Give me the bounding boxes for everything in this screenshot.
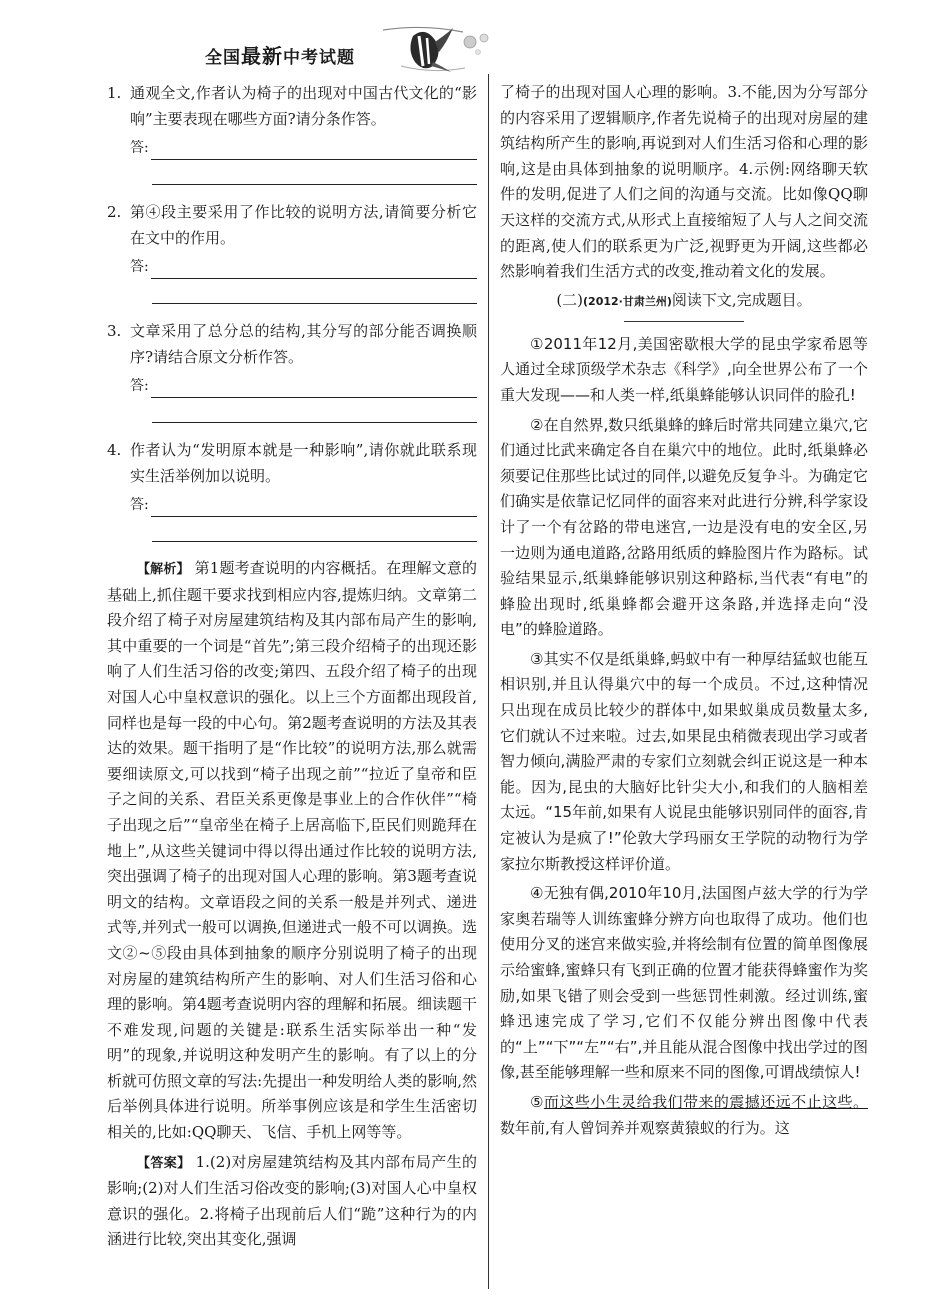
question-text: 作者认为“发明原本就是一种影响”,请你就此联系现实生活举例加以说明。 <box>130 441 477 485</box>
question-4 <box>107 437 477 542</box>
question-number: 2. <box>107 203 122 221</box>
question-number: 4. <box>107 441 122 459</box>
answer-area[interactable] <box>130 255 477 279</box>
section-instruction: 阅读下文,完成题目。 <box>671 290 812 309</box>
header-title-post: 中考试题 <box>283 48 355 68</box>
analysis-text: 第1题考查说明的内容概括。在理解文意的基础上,抓住题干要求找到相应内容,提炼归纳。文章第二段介绍了椅子对房屋建筑结构及其内部布局产生的影响,其中重要的一个词是“首先”;第三段介绍椅子的出现还影响了人们生活习俗的改变;第四、五段介绍了椅子的出现对国人心中皇权意识的强化。以上三个方面都出现段首,同样也是每一段的中心句。第2题考查说明的方法及其表达的效果。题干指明了是“作比较”的说明方法,那么就需要细读原文,可以找到“椅子出现之前”“拉近了皇帝和臣子之间的关系、君臣关系更像是事业上的合作伙伴”“椅子出现之后”“皇帝坐在椅子上居高临下,臣民们则跪拜在地上”,从这些关键词中得以得出通过作比较的说明方法,突出强调了椅子的出现对国人心理的影响。第3题考查说明文的结构。文章语段之间的关系一般是并列式、递进式等,并列式一般可以调换,但递进式一般不可以调换。选文②~⑤段由具体到抽象的顺序分别说明了椅子的出现对房屋的建筑结构所产生的影响、对人们生活习俗和心理的影响。第4题考查说明内容的理解和拓展。细读题干不难发现,问题的关键是:联系生活实际举出一种“发明”的现象,并说明这种发明产生的影响。有了以上的分析就可仿照文章的写法:先提出一种发明给人类的影响,然后举例具体进行说明。所举事例应该是和学生生活密切相关的,比如:QQ聊天、飞信、手机上网等等。 <box>107 559 477 1142</box>
answer-line[interactable] <box>152 398 477 423</box>
question-3 <box>107 318 477 423</box>
answer-line[interactable] <box>151 258 477 279</box>
section-source: (2012·甘肃兰州) <box>583 294 672 308</box>
answer-tag: 【答案】 <box>137 1155 191 1171</box>
question-1 <box>107 80 477 185</box>
question-text: 文章采用了总分总的结构,其分写的部分能否调换顺序?请结合原文分析作答。 <box>130 322 477 366</box>
answer-line[interactable] <box>151 496 477 517</box>
answer-continuation: 了椅子的出现对国人心理的影响。3.不能,因为分写部分的内容采用了逻辑顺序,作者先说椅子的出现对房屋的建筑结构所产生的影响,再说到对人们生活习俗和心理的影响,这是由具体到抽象的说明顺序。4.示例:网络聊天软件的发明,促进了人们之间的沟通与交流。比如像QQ聊天这样的交流方式,从形式上直接缩短了人与人之间交流的距离,使人们的联系更为广泛,视野更为开阔,这些都必然影响着我们生活方式的改变,推动着文化的发展。 <box>500 83 868 281</box>
answer-label: 答: <box>130 497 149 513</box>
underlined-sentence: 而这些小生灵给我们带来的震撼还远不止这些。 <box>543 1092 868 1111</box>
answer-line[interactable] <box>152 160 477 185</box>
passage-paragraph-1: ①2011年12月,美国密歇根大学的昆虫学家希恩等人通过全球顶级学术杂志《科学》,向全世界公布了一个重大发现——和人类一样,纸巢蜂能够认识同伴的脸孔! <box>500 334 868 404</box>
answer-area[interactable] <box>130 374 477 398</box>
right-column <box>500 80 868 1290</box>
passage-paragraph-3: ③其实不仅是纸巢蜂,蚂蚁中有一种厚结猛蚁也能互相识别,并且认得巢穴中的每一个成员。不过,这种情况只出现在成员比较少的群体中,如果蚁巢成员数量太多,它们就认不过来啦。过去,如果昆虫稍微表现出学习或者智力倾向,满脸严肃的专家们立刻就会纠正说这是一种本能。因为,昆虫的大脑好比针尖大小,和我们的人脑相差太远。“15年前,如果有人说昆虫能够识别同伴的面容,肯定被认为是疯了!”伦敦大学玛丽女王学院的动物行为学家拉尔斯教授这样评价道。 <box>500 649 868 873</box>
answer-label: 答: <box>130 378 149 394</box>
answer-line[interactable] <box>152 517 477 542</box>
question-number: 1. <box>107 84 122 102</box>
answer-label: 答: <box>130 259 149 275</box>
paragraph-rest: 数年前,有人曾饲养并观察黄猿蚁的行为。这 <box>500 1118 790 1137</box>
column-divider <box>488 74 489 1289</box>
question-2 <box>107 199 477 304</box>
header-title-big: 最新 <box>241 44 283 68</box>
question-text: 第④段主要采用了作比较的说明方法,请简要分析它在文中的作用。 <box>130 203 477 247</box>
answer-paragraph <box>107 1150 477 1253</box>
answer-line[interactable] <box>151 377 477 398</box>
section-prefix: (二) <box>556 290 584 309</box>
page-header <box>205 22 505 72</box>
analysis-tag: 【解析】 <box>137 562 190 577</box>
section-2-heading <box>500 287 868 315</box>
question-text: 通观全文,作者认为椅子的出现对中国古代文化的“影响”主要表现在哪些方面?请分条作答。 <box>130 84 477 128</box>
left-column <box>107 80 477 1290</box>
answer-area[interactable] <box>130 493 477 517</box>
analysis-paragraph <box>107 556 477 1146</box>
answer-line[interactable] <box>151 139 477 160</box>
answer-line[interactable] <box>152 279 477 304</box>
passage-paragraph-4: ④无独有偶,2010年10月,法国图卢兹大学的行为学家奥若瑞等人训练蜜蜂分辨方向也取得了成功。他们也使用分叉的迷宫来做实验,并将绘制有位置的简单图像展示给蜜蜂,蜜蜂只有飞到正确的位置才能获得蜂蜜作为奖励,如果飞错了则会受到一些惩罚性刺激。经过训练,蜜蜂迅速完成了学习,它们不仅能分辨出图像中代表的“上”“下”“左”“右”,并且能从混合图像中找出学过的图像,甚至能够理解一些和原来不同的图像,可谓战绩惊人! <box>500 884 868 1082</box>
answer-text-left: 1.(2)对房屋建筑结构及其内部布局产生的影响;(2)对人们生活习俗改变的影响;(3)对国人心中皇权意识的强化。2.将椅子出现前后人们“跪”这种行为的内涵进行比较,突出其变化,强调 <box>107 1152 477 1249</box>
paragraph-number: ⑤ <box>530 1092 544 1111</box>
passage-paragraph-2: ②在自然界,数只纸巢蜂的蜂后时常共同建立巢穴,它们通过比武来确定各自在巢穴中的地位。此时,纸巢蜂必须要记住那些比试过的同伴,以避免反复争斗。为确定它们确实是依靠记忆同伴的面容来对此进行分辨,科学家设计了一个有岔路的带电迷宫,一边是没有电的安全区,另一边则为通电道路,岔路用纸质的蜂脸图片作为路标。试验结果显示,纸巢蜂能够识别这种路标,当代表“有电”的蜂脸出现时,纸巢蜂都会避开这条路,并选择走向“没电”的蜂脸道路。 <box>500 415 868 639</box>
header-title <box>205 40 355 69</box>
passage-paragraph-5 <box>500 1090 868 1141</box>
header-title-pre: 全国 <box>205 48 241 68</box>
question-number: 3. <box>107 322 122 340</box>
section-rule <box>624 321 744 322</box>
answer-label: 答: <box>130 140 149 156</box>
angelfish-logo-icon <box>353 22 503 74</box>
answer-area[interactable] <box>130 136 477 160</box>
